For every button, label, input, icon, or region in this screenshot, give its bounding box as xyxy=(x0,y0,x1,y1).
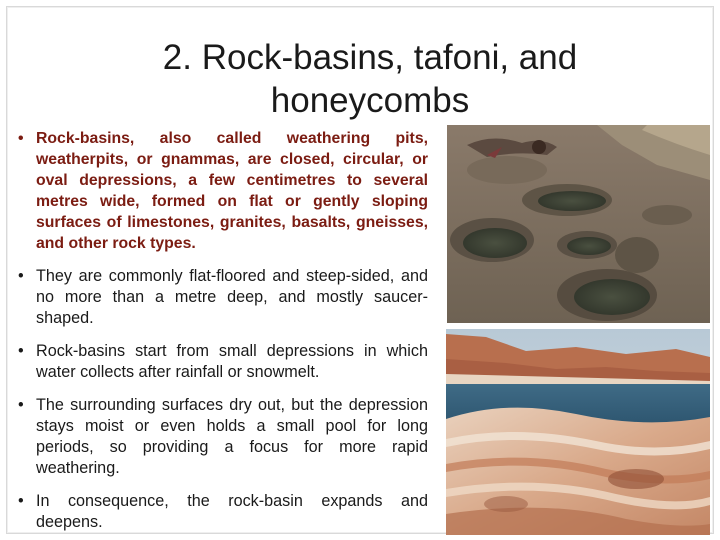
bullet-marker: • xyxy=(18,130,24,147)
bullet-text: Rock-basins start from small depressions in which water collects after rainfall or snowmelt. xyxy=(36,342,428,381)
bullet-text: They are commonly flat-floored and steep-sided, and no more than a metre deep, and mostly saucer-shaped. xyxy=(36,267,428,327)
bullet-item xyxy=(14,341,428,383)
bullet-marker: • xyxy=(18,492,24,510)
rock-basin-illustration xyxy=(447,125,710,323)
bullet-item xyxy=(14,491,428,533)
bullet-marker: • xyxy=(18,267,24,285)
slide-title: 2. Rock-basins, tafoni, and honeycombs xyxy=(162,38,578,120)
bullet-text: The surrounding surfaces dry out, but the depression stays moist or even holds a small pool for long periods, so providing a focus for more rapid weathering. xyxy=(36,396,428,477)
bullet-item xyxy=(14,395,428,479)
bullet-item xyxy=(14,128,428,254)
rock-basin-photo xyxy=(447,125,710,323)
bullet-item xyxy=(14,266,428,329)
bullet-marker: • xyxy=(18,396,24,414)
bullet-list xyxy=(14,128,428,540)
bullet-marker: • xyxy=(18,342,24,360)
sandstone-lake-illustration xyxy=(446,329,710,535)
bullet-text: Rock-basins, also called weathering pits, weatherpits, or gnammas, are closed, circular, or oval depressions, a few centimetres to several metres wide, formed on flat or gently sloping surfaces of limestones, granites, basalts, gneisses, and other rock types. xyxy=(36,130,428,252)
bullet-text: In consequence, the rock-basin expands and deepens. xyxy=(36,492,428,531)
sandstone-lake-photo xyxy=(446,329,710,535)
